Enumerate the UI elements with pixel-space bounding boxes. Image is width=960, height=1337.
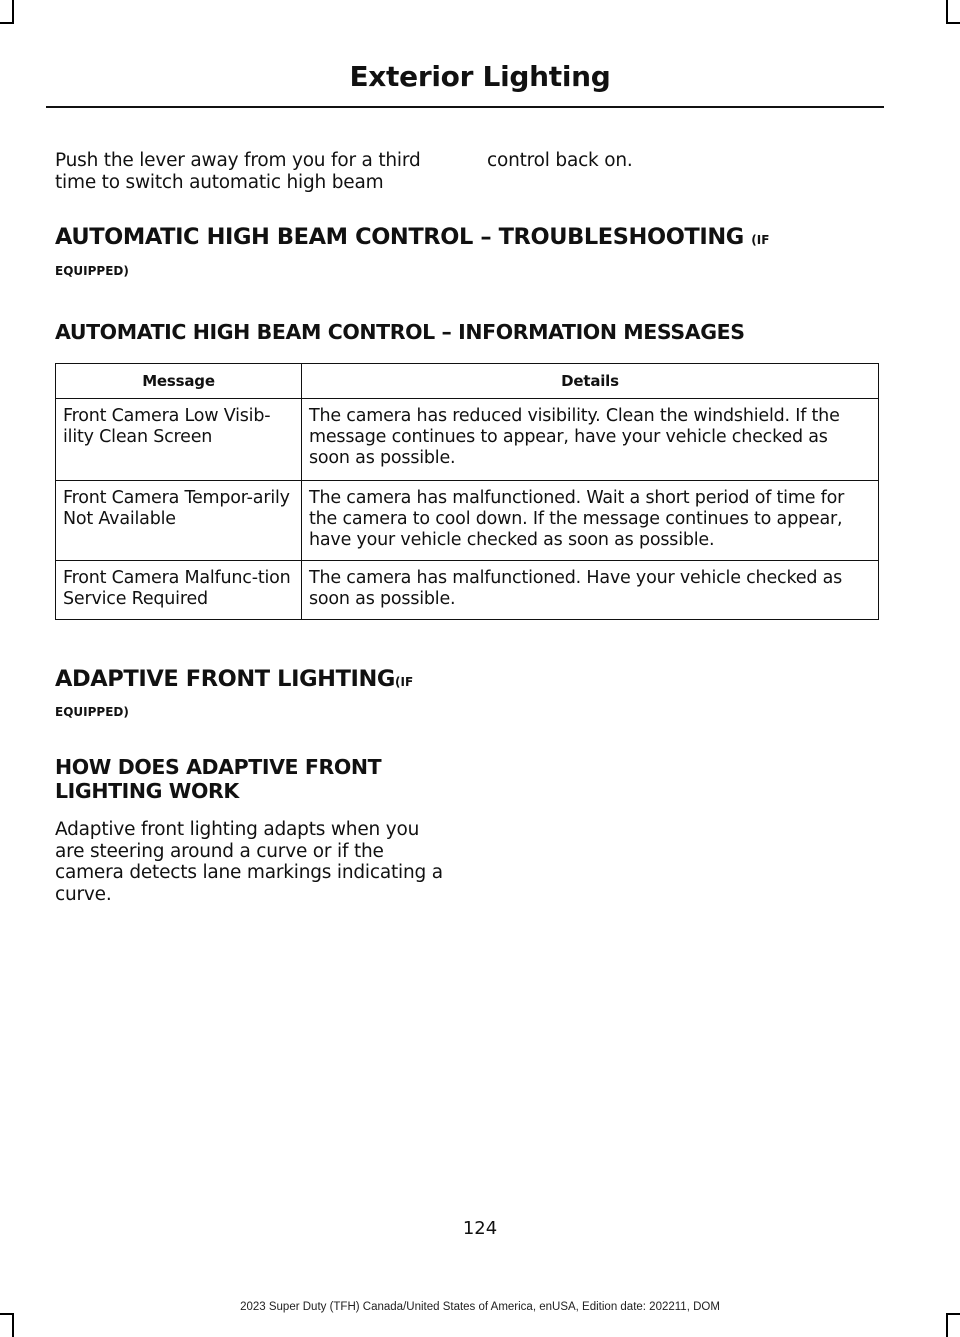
section-heading-troubleshooting (55, 224, 769, 250)
table-row (56, 481, 879, 561)
column-header-message: Message (56, 364, 302, 399)
crop-mark (0, 22, 14, 24)
if-equipped-continuation: EQUIPPED) (55, 264, 129, 278)
section-heading-how-it-works: HOW DOES ADAPTIVE FRONT LIGHTING WORK (55, 755, 382, 803)
crop-mark (946, 1313, 948, 1337)
crop-mark (12, 1313, 14, 1337)
details-cell: The camera has malfunctioned. Have your vehicle checked as soon as possible. (302, 561, 879, 620)
message-cell: Front Camera Tempor-arily Not Available (56, 481, 302, 561)
intro-paragraph-col1: Push the lever away from you for a third time to switch automatic high beam (55, 150, 421, 193)
intro-paragraph-col2: control back on. (487, 150, 633, 171)
footer-edition-info: 2023 Super Duty (TFH) Canada/United States of America, enUSA, Edition date: 202211, DOM (240, 1301, 720, 1313)
table-row (56, 399, 879, 481)
if-equipped-continuation: EQUIPPED) (55, 705, 129, 719)
if-equipped-label: (IF (395, 675, 414, 689)
details-cell: The camera has reduced visibility. Clean the windshield. If the message continues to appear, have your vehicle checked as soon as possible. (302, 399, 879, 481)
crop-mark (12, 0, 14, 22)
section-heading-text: ADAPTIVE FRONT LIGHTING (55, 666, 395, 692)
table-header-row (56, 364, 879, 399)
section-heading-information-messages: AUTOMATIC HIGH BEAM CONTROL – INFORMATION MESSAGES (55, 320, 745, 344)
table-row (56, 561, 879, 620)
page-number: 124 (462, 1218, 498, 1239)
section-heading-text: AUTOMATIC HIGH BEAM CONTROL – TROUBLESHOOTING (55, 224, 744, 250)
message-cell: Front Camera Malfunc-tion Service Required (56, 561, 302, 620)
message-cell: Front Camera Low Visib-ility Clean Screen (56, 399, 302, 481)
section-heading-adaptive-front-lighting (55, 666, 413, 692)
header-divider (46, 106, 884, 108)
page-title: Exterior Lighting (349, 60, 611, 93)
crop-mark (946, 22, 960, 24)
if-equipped-label: (IF (751, 233, 770, 247)
adaptive-lighting-paragraph: Adaptive front lighting adapts when you are steering around a curve or if the camera detects lane markings indicating a curve. (55, 819, 443, 905)
crop-mark (946, 1313, 960, 1315)
information-messages-table (55, 363, 879, 620)
crop-mark (946, 0, 948, 22)
details-cell: The camera has malfunctioned. Wait a short period of time for the camera to cool down. If the message continues to appear, have your vehicle checked as soon as possible. (302, 481, 879, 561)
column-header-details: Details (302, 364, 879, 399)
